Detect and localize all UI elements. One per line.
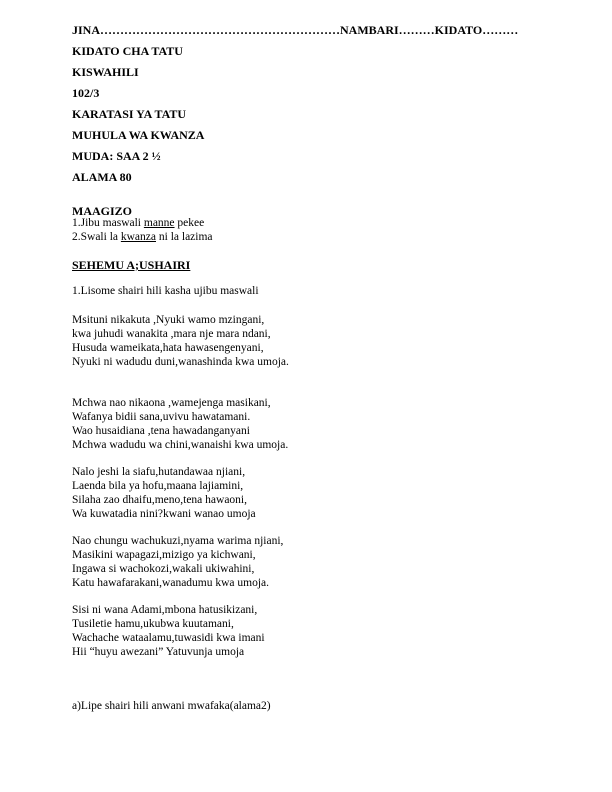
poem-line: Ingawa si wachokozi,wakali ukiwahini, (72, 563, 255, 575)
instruction-2-emphasis: kwanza (120, 231, 156, 243)
poem-line: Sisi ni wana Adami,mbona hatusikizani, (72, 604, 258, 616)
poem-line: Masikini wapagazi,mizigo ya kichwani, (72, 549, 256, 561)
instruction-2-tail: ni la lazima (156, 231, 213, 243)
instruction-1-text: 1.Jibu maswali (72, 217, 144, 229)
poem-line: Hii “huyu awezani” Yatuvunja umoja (72, 646, 245, 658)
poem-line: Mchwa nao nikaona ,wamejenga masikani, (72, 397, 271, 409)
poem-line: Laenda bila ya hofu,maana lajiamini, (72, 480, 244, 492)
poem-line: Nyuki ni wadudu duni,wanashinda kwa umoja. (72, 356, 289, 368)
poem-line: Husuda wameikata,hata hawasengenyani, (72, 342, 264, 354)
poem-line: Wafanya bidii sana,uvivu hawatamani. (72, 411, 251, 423)
poem-stanza-4 (72, 534, 283, 590)
poem-line: Silaha zao dhaifu,meno,tena hawaoni, (72, 494, 247, 506)
instruction-2-text: 2.Swali la (72, 231, 121, 243)
subject-label: KISWAHILI (72, 65, 139, 79)
poem-stanza-3 (72, 465, 256, 521)
poem-stanza-5 (72, 603, 265, 659)
poem-line: Mchwa wadudu wa chini,wanaishi kwa umoja. (72, 439, 289, 451)
poem-line: Tusiletie hamu,ukubwa kuutamani, (72, 618, 234, 630)
poem-line: Nalo jeshi la siafu,hutandawaa njiani, (72, 466, 246, 478)
poem-line: Wao husaidiana ,tena hawadanganyani (72, 425, 250, 437)
term-label: MUHULA WA KWANZA (72, 128, 205, 142)
section-title: SEHEMU A;USHAIRI (72, 258, 191, 272)
instruction-1-emphasis: manne (143, 217, 175, 229)
instruction-1 (72, 217, 204, 229)
poem-line: Katu hawafarakani,wanadumu kwa umoja. (72, 577, 270, 589)
poem-line: kwa juhudi wanakita ,mara nje mara ndani, (72, 328, 271, 340)
poem-line: Wachache wataalamu,tuwasidi kwa imani (72, 632, 265, 644)
student-details-line: JINA……………………………………………………NAMBARI………KIDATO……… (72, 23, 519, 37)
question-a: a)Lipe shairi hili anwani mwafaka(alama2) (72, 700, 271, 712)
poem-stanza-1 (72, 313, 289, 369)
instruction-1-tail: pekee (174, 217, 205, 229)
instruction-2 (72, 231, 213, 243)
form-label: KIDATO CHA TATU (72, 44, 183, 58)
duration-label: MUDA: SAA 2 ½ (72, 149, 161, 163)
instructions-title: MAAGIZO (72, 204, 132, 218)
paper-label: KARATASI YA TATU (72, 107, 187, 121)
poem-line: Nao chungu wachukuzi,nyama warima njiani, (72, 535, 284, 547)
paper-code: 102/3 (72, 86, 100, 100)
poem-line: Msituni nikakuta ,Nyuki wamo mzingani, (72, 314, 265, 326)
poem-line: Wa kuwatadia nini?kwani wanao umoja (72, 508, 256, 520)
question-1-intro: 1.Lisome shairi hili kasha ujibu maswali (72, 285, 259, 297)
marks-label: ALAMA 80 (72, 170, 132, 184)
poem-stanza-2 (72, 396, 288, 452)
